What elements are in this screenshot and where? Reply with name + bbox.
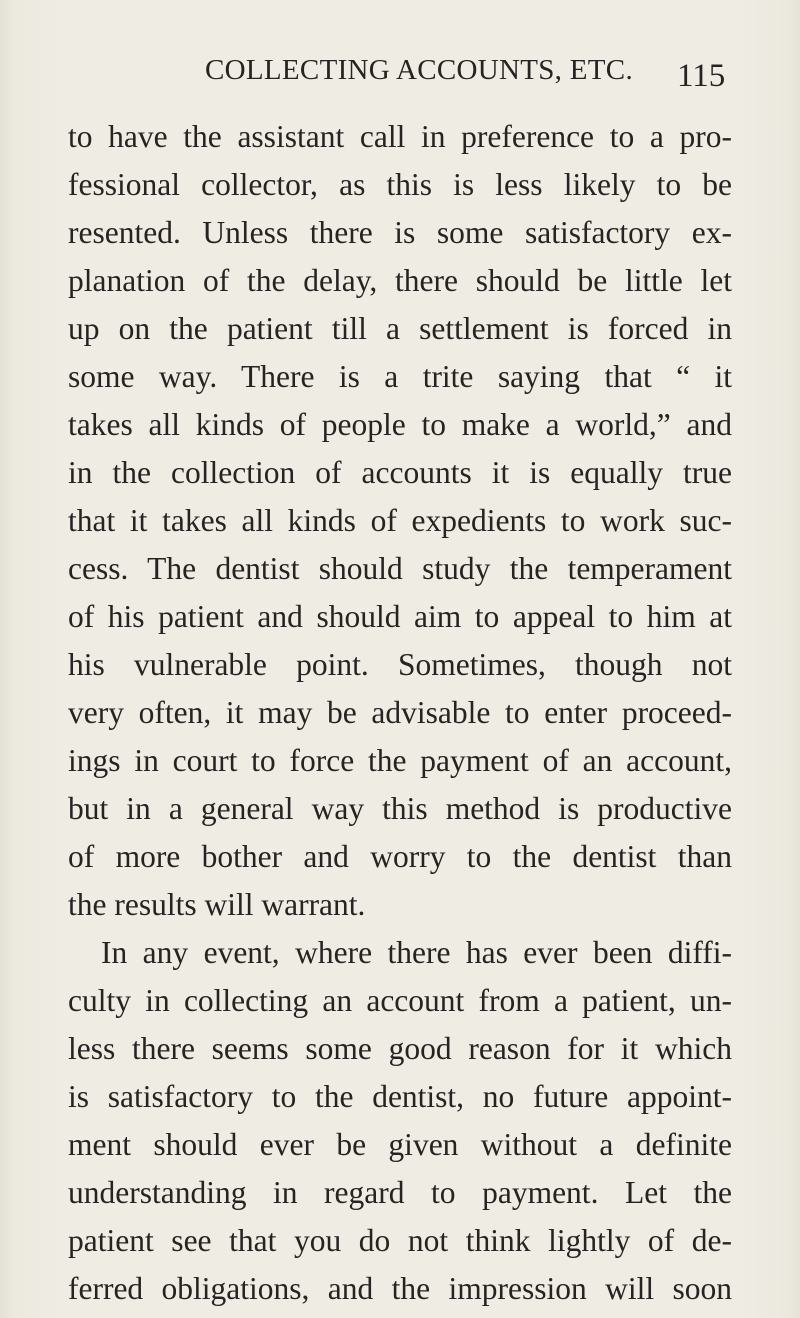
- text-line: in the collection of accounts it is equally true: [68, 455, 732, 490]
- text-line: cess. The dentist should study the temperament: [68, 551, 732, 586]
- text-line: but in a general way this method is productive: [68, 791, 732, 826]
- text-line: In any event, where there has ever been diffi-: [101, 935, 732, 970]
- paragraph-2: [68, 929, 732, 1313]
- text-line: the results will warrant.: [68, 887, 366, 922]
- text-line: that it takes all kinds of expedients to work suc-: [68, 503, 732, 538]
- text-line: some way. There is a trite saying that “ it: [68, 359, 732, 394]
- body-text: [68, 113, 732, 1313]
- text-line: ferred obligations, and the impression will soon: [68, 1271, 732, 1306]
- text-line: to have the assistant call in preference to a pro-: [68, 119, 732, 154]
- text-line: planation of the delay, there should be little let: [68, 263, 732, 298]
- text-line: ings in court to force the payment of an account,: [68, 743, 732, 778]
- running-title: COLLECTING ACCOUNTS, ETC.: [205, 54, 633, 86]
- text-line: fessional collector, as this is less likely to be: [68, 167, 732, 202]
- text-line: patient see that you do not think lightly of de-: [68, 1223, 732, 1258]
- text-line: less there seems some good reason for it which: [68, 1031, 732, 1066]
- text-line: up on the patient till a settlement is forced in: [68, 311, 732, 346]
- text-line: of more bother and worry to the dentist than: [68, 839, 732, 874]
- text-line: culty in collecting an account from a patient, un-: [68, 983, 732, 1018]
- text-line: of his patient and should aim to appeal to him at: [68, 599, 732, 634]
- text-line: ment should ever be given without a definite: [68, 1127, 732, 1162]
- text-line: resented. Unless there is some satisfactory ex-: [68, 215, 732, 250]
- text-line: takes all kinds of people to make a world,” and: [68, 407, 732, 442]
- text-line: is satisfactory to the dentist, no future appoint-: [68, 1079, 732, 1114]
- text-line: understanding in regard to payment. Let the: [68, 1175, 732, 1210]
- page-number: 115: [677, 58, 726, 94]
- paragraph-1: [68, 113, 732, 929]
- running-head: [0, 50, 800, 94]
- text-line: his vulnerable point. Sometimes, though not: [68, 647, 732, 682]
- text-line: very often, it may be advisable to enter proceed-: [68, 695, 732, 730]
